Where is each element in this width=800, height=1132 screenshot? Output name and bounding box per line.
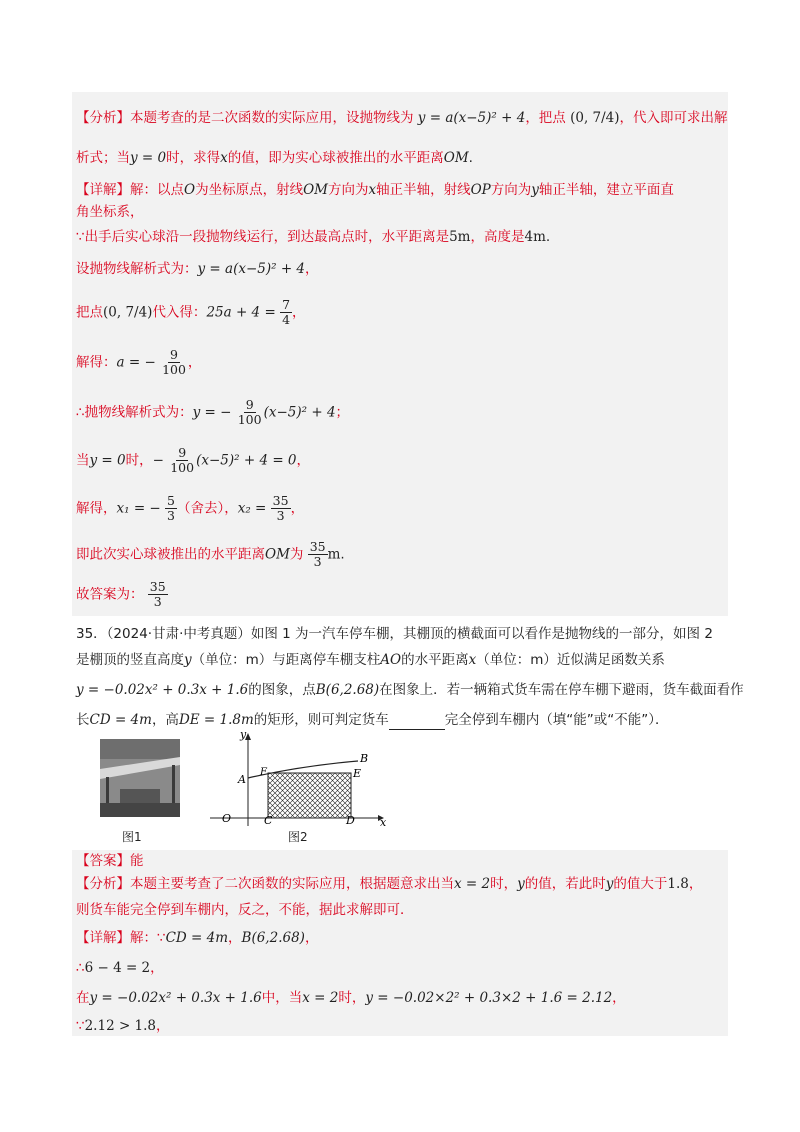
label-d: D: [346, 814, 355, 827]
detail2-line-4: ∵2.12 > 1.8，: [76, 1018, 170, 1034]
label-o: O: [222, 812, 232, 825]
detail-line-10: 即此次实心球被推出的水平距离OM为 $\frac{35}{3}$ m.: [76, 539, 345, 569]
label-y: y: [240, 728, 247, 741]
question-35-line-2: 是棚顶的竖直高度y（单位：m）与距离停车棚支柱AO的水平距离x（单位：m）近似满足函数关系: [76, 652, 665, 668]
question-35-line-1: 35．（2024·甘肃·中考真题）如图 1 为一汽车停车棚，其棚顶的横截面可以看作是抛物线的一部分，如图 2: [76, 626, 713, 642]
analysis-line-1: 【分析】本题考查的是二次函数的实际应用，设抛物线为 y = a(x−5)² + 4，把点 (0, 7/4)，代入即可求出解: [76, 110, 728, 126]
label-c: C: [264, 814, 273, 827]
detail-line-5: 把点(0, 7/4)代入得：25a + 4 = $\frac{7}{4}$ ，: [76, 297, 306, 327]
question-35-line-3: y = −0.02x² + 0.3x + 1.6的图象，点B(6,2.68)在图象上．若一辆箱式货车需在停车棚下避雨，货车截面看作: [76, 682, 744, 698]
fraction: $\frac{9}{100}$: [162, 347, 186, 377]
figure-2-caption: 图2: [288, 830, 308, 844]
label-a: A: [238, 773, 246, 786]
figure-1-caption: 图1: [122, 830, 142, 844]
detail-line-8: 当y = 0时，− $\frac{9}{100}$ (x−5)² + 4 = 0，: [76, 445, 311, 475]
question-35-line-4: 长CD = 4m，高DE = 1.8m的矩形，则可判定货车 完全停到车棚内（填“能”或“不能”）．: [76, 712, 669, 728]
detail2-line-1: 【详解】解：∵CD = 4m，B(6,2.68)，: [76, 930, 319, 946]
detail-line-3: ∵出手后实心球沿一段抛物线运行，到达最高点时，水平距离是5m，高度是4m.: [76, 229, 551, 245]
detail-line-2: 角坐标系，: [76, 204, 144, 220]
analysis2-line-2: 则货车能完全停到车棚内，反之，不能，据此求解即可．: [76, 902, 414, 918]
answer-blank: [389, 715, 445, 730]
analysis-line-2: 析式；当y = 0时，求得x的值，即为实心球被推出的水平距离OM.: [76, 150, 473, 166]
label-f: F: [260, 767, 267, 778]
truck-rectangle: [268, 773, 351, 818]
label-e: E: [353, 767, 362, 780]
fraction: $\frac{5}{3}$: [167, 493, 175, 523]
detail-line-9: 解得，x₁ = − $\frac{5}{3}$ （舍去），x₂ = $\frac{35}{3}$ ，: [76, 493, 305, 523]
analysis2-line-1: 【分析】本题主要考查了二次函数的实际应用，根据题意求出当x = 2时，y的值，若此时y的值大于1.8，: [76, 876, 703, 892]
carport-photo: [100, 739, 180, 817]
detail-line-6: 解得：a = − $\frac{9}{100}$ ，: [76, 347, 202, 377]
fraction: $\frac{7}{4}$: [282, 297, 291, 327]
label-b: B: [360, 752, 369, 765]
fraction: $\frac{9}{100}$: [170, 445, 195, 475]
figure-2-diagram: [200, 728, 390, 828]
fraction: $\frac{35}{3}$: [149, 579, 166, 609]
detail-line-11: 故答案为： $\frac{35}{3}$: [76, 579, 166, 609]
detail-line-1: 【详解】解：以点O为坐标原点，射线OM方向为x轴正半轴，射线OP方向为y轴正半轴，建立平面直: [76, 182, 674, 198]
answer-line: 【答案】能: [76, 853, 144, 869]
detail2-line-2: ∴6 − 4 = 2，: [76, 960, 164, 976]
detail-line-4: 设抛物线解析式为：y = a(x−5)² + 4，: [76, 261, 319, 277]
label-x: x: [380, 816, 387, 828]
fraction: $\frac{9}{100}$: [237, 397, 262, 427]
detail-line-7: ∴抛物线解析式为：y = − $\frac{9}{100}$ (x−5)² + 4；: [76, 397, 350, 427]
fraction: $\frac{35}{3}$: [272, 493, 289, 523]
fraction: $\frac{35}{3}$: [309, 539, 326, 569]
detail2-line-3: 在y = −0.02x² + 0.3x + 1.6中，当x = 2时，y = −0.02×2² + 0.3×2 + 1.6 = 2.12，: [76, 990, 626, 1006]
